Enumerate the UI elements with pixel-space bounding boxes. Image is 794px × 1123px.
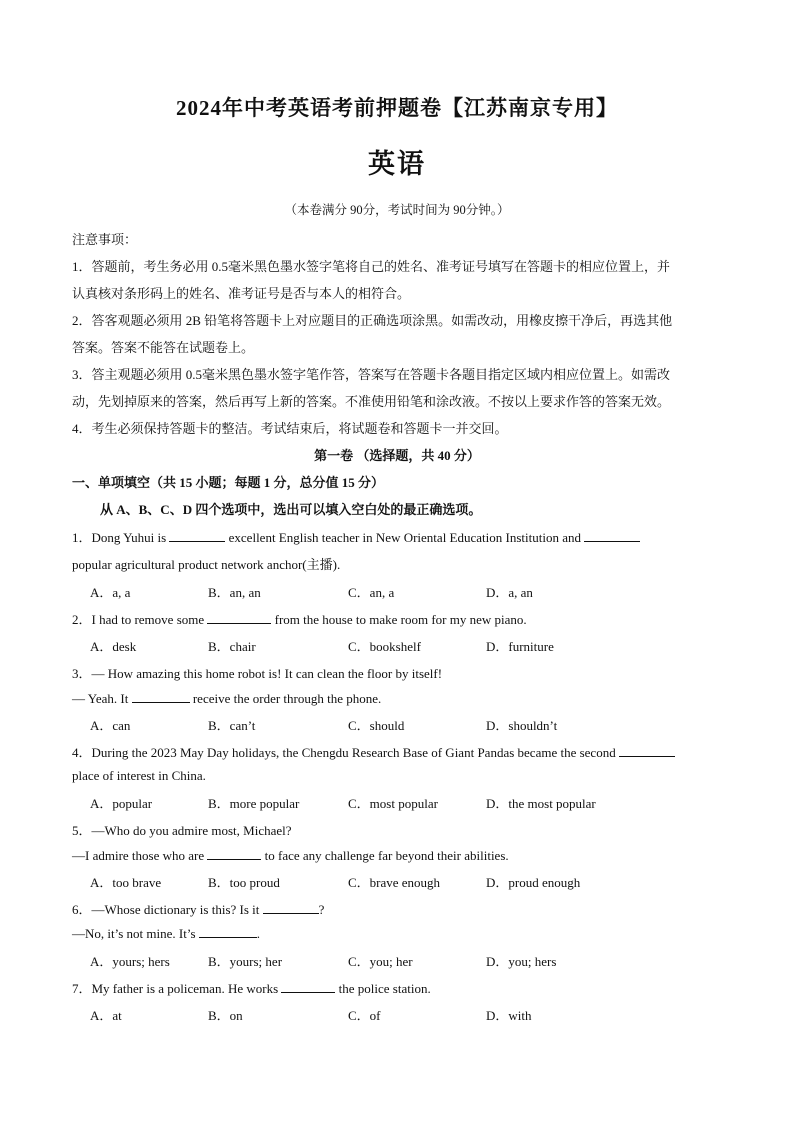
- exam-note: （本卷满分 90分，考试时间为 90分钟。）: [284, 203, 510, 217]
- option-d: D．proud enough: [486, 875, 581, 890]
- option-b: B．too proud: [208, 875, 280, 890]
- option-d: D．the most popular: [486, 796, 596, 811]
- option-d: D．shouldn’t: [486, 718, 558, 733]
- option-a: A．yours; hers: [90, 954, 170, 969]
- option-a: A．can: [90, 718, 131, 733]
- option-b: B．yours; her: [208, 954, 283, 969]
- option-b: B．can’t: [208, 718, 256, 733]
- option-a: A．at: [90, 1008, 122, 1023]
- option-b: B．more popular: [208, 796, 300, 811]
- question-text: .: [256, 926, 260, 941]
- answer-blank: [169, 529, 225, 542]
- question-2: [72, 609, 722, 628]
- option-d: D．a, an: [486, 585, 533, 600]
- question-text: [72, 690, 722, 707]
- option-c: C．you; her: [348, 954, 413, 969]
- question-text: excellent English teacher in New Oriental Education Institution and: [225, 530, 585, 545]
- question-text: —No, it’s not mine. It’s: [72, 926, 199, 941]
- option-a: A．a, a: [90, 585, 131, 600]
- question-text: popular agricultural product network anchor(主播).: [72, 557, 341, 572]
- answer-blank: [263, 901, 319, 914]
- subject-title: 英语: [368, 149, 426, 179]
- question-1: [72, 527, 722, 546]
- option-c: C．of: [348, 1008, 381, 1023]
- answer-blank: [281, 980, 335, 993]
- option-b: B．on: [208, 1008, 243, 1023]
- question-text: to face any challenge far beyond their abilities.: [261, 848, 509, 863]
- exam-title: 2024年中考英语考前押题卷【江苏南京专用】: [176, 96, 618, 120]
- question-text: place of interest in China.: [72, 768, 206, 783]
- notice-line: 答案。答案不能答在试题卷上。: [72, 340, 255, 355]
- answer-blank: [199, 925, 257, 938]
- section-heading: 一、单项填空（共 15 小题；每题 1 分，总分值 15 分）: [72, 475, 385, 490]
- notice-line: 2．答客观题必须用 2B 铅笔将答题卡上对应题目的正确选项涂黑。如需改动，用橡皮擦干净后，再选其他: [72, 313, 673, 328]
- question-text: [72, 925, 722, 942]
- notice-heading: 注意事项：: [72, 232, 138, 247]
- answer-blank: [207, 611, 271, 624]
- question-text: the police station.: [335, 981, 431, 996]
- question-7: [72, 978, 722, 997]
- question-text: from the house to make room for my new piano.: [271, 612, 527, 627]
- question-text: ?: [318, 902, 325, 917]
- question-text: 2．I had to remove some: [72, 612, 208, 627]
- notice-line: 3．答主观题必须用 0.5毫米黑色墨水签字笔作答，答案写在答题卡各题目指定区域内相应位置上。如需改: [72, 367, 671, 382]
- question-3: 3．— How amazing this home robot is! It can clean the floor by itself!: [72, 666, 443, 681]
- answer-blank: [207, 847, 261, 860]
- question-text: — Yeah. It: [72, 691, 132, 706]
- question-text: [72, 847, 722, 864]
- option-b: B．chair: [208, 639, 256, 654]
- question-6: [72, 899, 722, 918]
- answer-blank: [584, 529, 640, 542]
- question-text: 6．—Whose dictionary is this? Is it: [72, 902, 263, 917]
- notice-line: 认真核对条形码上的姓名、准考证号是否与本人的相符合。: [72, 286, 411, 301]
- answer-blank: [132, 690, 190, 703]
- section-instruction: 从 A、B、C、D 四个选项中，选出可以填入空白处的最正确选项。: [100, 502, 482, 517]
- question-text: 1．Dong Yuhui is: [72, 530, 170, 545]
- option-a: A．popular: [90, 796, 153, 811]
- option-a: A．desk: [90, 639, 137, 654]
- notice-line: 4．考生必须保持答题卡的整洁。考试结束后，将试题卷和答题卡一并交回。: [72, 421, 508, 436]
- option-b: B．an, an: [208, 585, 261, 600]
- question-text: —I admire those who are: [72, 848, 208, 863]
- notice-line: 1．答题前，考生务必用 0.5毫米黑色墨水签字笔将自己的姓名、准考证号填写在答题卡的相应位置上，并: [72, 259, 671, 274]
- answer-blank: [619, 744, 675, 757]
- option-c: C．should: [348, 718, 405, 733]
- option-d: D．furniture: [486, 639, 554, 654]
- option-c: C．most popular: [348, 796, 438, 811]
- part-title: 第一卷 （选择题，共 40 分）: [314, 448, 480, 463]
- question-4: [72, 742, 722, 761]
- question-text: receive the order through the phone.: [189, 691, 382, 706]
- question-5: 5．—Who do you admire most, Michael?: [72, 823, 292, 838]
- option-a: A．too brave: [90, 875, 162, 890]
- option-c: C．an, a: [348, 585, 395, 600]
- option-c: C．brave enough: [348, 875, 441, 890]
- option-d: D．you; hers: [486, 954, 557, 969]
- notice-line: 动，先划掉原来的答案，然后再写上新的答案。不准使用铅笔和涂改液。不按以上要求作答的答案无效。: [72, 394, 671, 409]
- option-c: C．bookshelf: [348, 639, 421, 654]
- question-text: 7．My father is a policeman. He works: [72, 981, 282, 996]
- option-d: D．with: [486, 1008, 532, 1023]
- question-text: 4．During the 2023 May Day holidays, the Chengdu Research Base of Giant Pandas became the second: [72, 745, 619, 760]
